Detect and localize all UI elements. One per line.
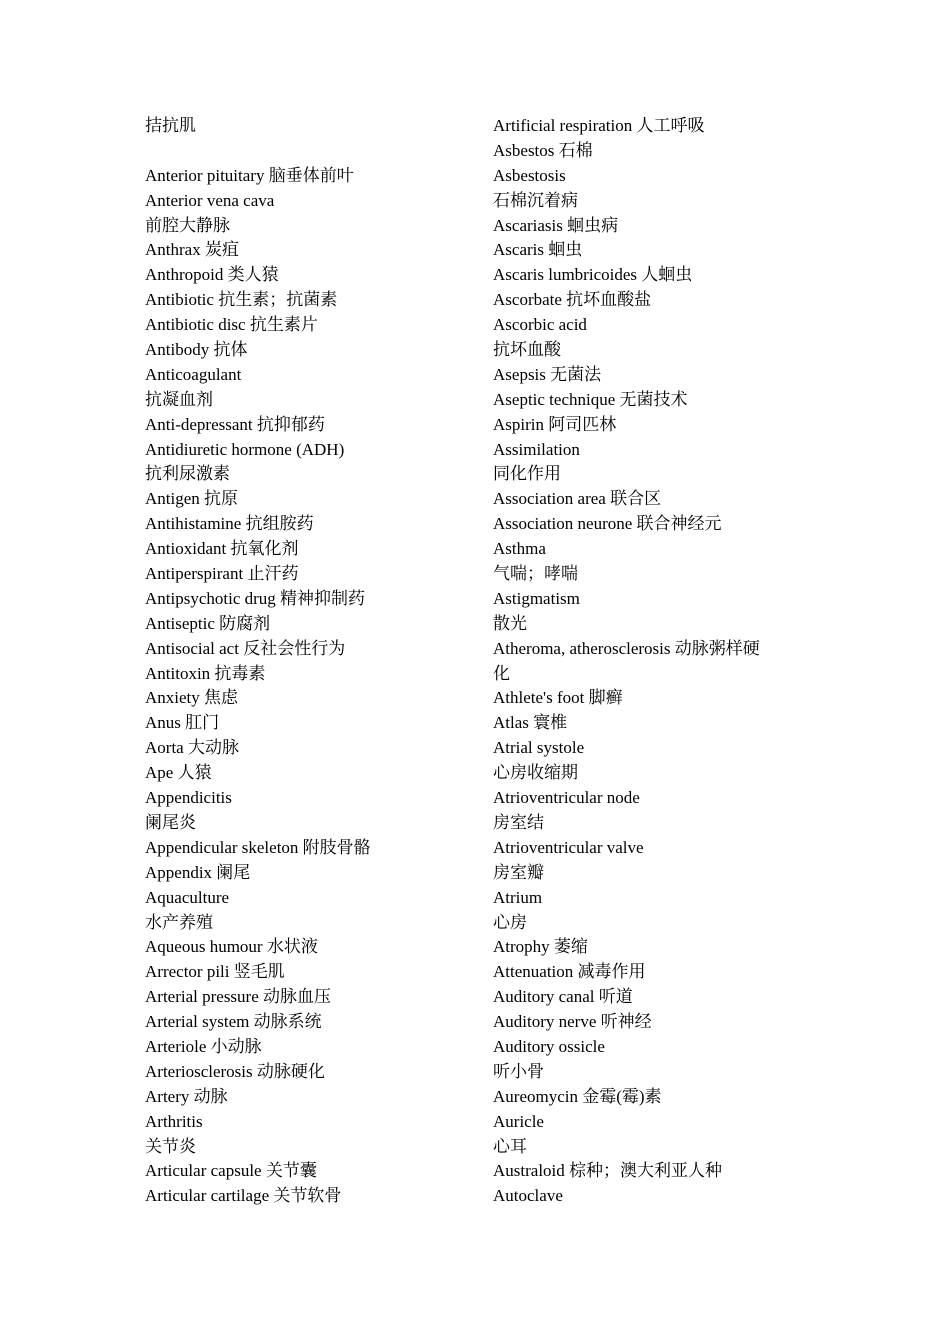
glossary-line: 前腔大静脉 bbox=[145, 215, 230, 235]
glossary-line: 拮抗肌 bbox=[145, 116, 196, 135]
glossary-line: Australoid 棕种；澳大利亚人种 bbox=[493, 1161, 723, 1181]
glossary-line: Aorta 大动脉 bbox=[145, 738, 239, 758]
glossary-line: 房室瓣 bbox=[493, 862, 544, 882]
glossary-line: Antiperspirant 止汗药 bbox=[145, 564, 299, 584]
glossary-line: Auditory nerve 听神经 bbox=[493, 1012, 652, 1032]
glossary-line: Asbestos 石棉 bbox=[493, 140, 593, 160]
glossary-line: Autoclave bbox=[493, 1186, 563, 1206]
glossary-line: Anthropoid 类人猿 bbox=[145, 265, 279, 285]
glossary-column-right bbox=[493, 114, 813, 1209]
glossary-line: Assimilation bbox=[493, 439, 580, 459]
glossary-line: Antipsychotic drug 精神抑制药 bbox=[145, 588, 366, 608]
glossary-line: Anterior vena cava bbox=[145, 190, 275, 210]
glossary-line: Ascariasis 蛔虫病 bbox=[493, 215, 619, 235]
glossary-line: Aspirin 阿司匹林 bbox=[493, 414, 617, 434]
glossary-line: Ascorbate 抗坏血酸盐 bbox=[493, 290, 652, 310]
glossary-line: 散光 bbox=[493, 613, 527, 633]
glossary-line: Arterial system 动脉系统 bbox=[145, 1012, 322, 1032]
glossary-line: Atheroma, atherosclerosis 动脉粥样硬 bbox=[493, 638, 760, 658]
glossary-line: Antitoxin 抗毒素 bbox=[145, 663, 266, 683]
glossary-line: 抗坏血酸 bbox=[493, 340, 561, 360]
glossary-line: Antigen 抗原 bbox=[145, 489, 239, 509]
glossary-line: Asbestosis bbox=[493, 165, 566, 185]
glossary-line: Atrioventricular valve bbox=[493, 837, 644, 857]
glossary-line: Appendicular skeleton 附肢骨骼 bbox=[145, 837, 371, 857]
glossary-line: Atlas 寰椎 bbox=[493, 713, 568, 733]
glossary-line: 关节炎 bbox=[145, 1136, 196, 1156]
glossary-line: 水产养殖 bbox=[145, 912, 213, 932]
glossary-line: Antihistamine 抗组胺药 bbox=[145, 514, 314, 534]
glossary-line: Aqueous humour 水状液 bbox=[145, 937, 318, 957]
glossary-line: 心耳 bbox=[493, 1136, 527, 1156]
glossary-line: Ascorbic acid bbox=[493, 315, 587, 335]
glossary-line: Association area 联合区 bbox=[493, 489, 662, 509]
glossary-line: Arteriole 小动脉 bbox=[145, 1036, 262, 1056]
glossary-line: 房室结 bbox=[493, 812, 544, 832]
glossary-line: Anti-depressant 抗抑郁药 bbox=[145, 414, 325, 434]
glossary-line: Aureomycin 金霉(霉)素 bbox=[493, 1086, 662, 1106]
glossary-line: Appendix 阑尾 bbox=[145, 862, 251, 882]
glossary-line: Attenuation 减毒作用 bbox=[493, 962, 646, 982]
glossary-line: Ape 人猿 bbox=[145, 763, 212, 783]
glossary-line: Appendicitis bbox=[145, 788, 232, 808]
glossary-line: Astigmatism bbox=[493, 588, 580, 608]
glossary-line: 心房 bbox=[493, 912, 527, 932]
glossary-line: Auditory ossicle bbox=[493, 1036, 605, 1056]
glossary-line: 抗利尿激素 bbox=[145, 464, 230, 484]
glossary-line: Arthritis bbox=[145, 1111, 203, 1131]
glossary-line bbox=[145, 139, 465, 164]
glossary-line: Artery 动脉 bbox=[145, 1086, 228, 1106]
glossary-line: 阑尾炎 bbox=[145, 812, 196, 832]
glossary-line: 同化作用 bbox=[493, 464, 561, 484]
glossary-line: 石棉沉着病 bbox=[493, 190, 578, 210]
glossary-line: Antibiotic 抗生素；抗菌素 bbox=[145, 290, 338, 310]
glossary-line: Arteriosclerosis 动脉硬化 bbox=[145, 1061, 325, 1081]
glossary-line: Aseptic technique 无菌技术 bbox=[493, 389, 688, 409]
glossary-line: Antibiotic disc 抗生素片 bbox=[145, 315, 318, 335]
glossary-line: 化 bbox=[493, 663, 510, 683]
glossary-line: 听小骨 bbox=[493, 1061, 544, 1081]
glossary-line: Anxiety 焦虑 bbox=[145, 688, 239, 708]
glossary-line: Arrector pili 竖毛肌 bbox=[145, 962, 285, 982]
glossary-line: Antisocial act 反社会性行为 bbox=[145, 638, 346, 658]
glossary-line: 心房收缩期 bbox=[493, 763, 578, 783]
glossary-line: Articular cartilage 关节软骨 bbox=[145, 1186, 342, 1206]
glossary-line: Auricle bbox=[493, 1111, 544, 1131]
glossary-line: Atrophy 萎缩 bbox=[493, 937, 588, 957]
glossary-line: Atrioventricular node bbox=[493, 788, 640, 808]
glossary-line: Ascaris lumbricoides 人蛔虫 bbox=[493, 265, 693, 285]
glossary-line: Aquaculture bbox=[145, 887, 230, 907]
glossary-line: Antiseptic 防腐剂 bbox=[145, 613, 271, 633]
glossary-line: Auditory canal 听道 bbox=[493, 987, 633, 1007]
glossary-column-left bbox=[145, 114, 465, 1209]
glossary-line: Artificial respiration 人工呼吸 bbox=[493, 116, 705, 135]
glossary-line: Antibody 抗体 bbox=[145, 340, 248, 360]
glossary-line: 抗凝血剂 bbox=[145, 389, 213, 409]
glossary-line: Ascaris 蛔虫 bbox=[493, 240, 583, 260]
glossary-line: Anus 肛门 bbox=[145, 713, 220, 733]
glossary-line: 气喘；哮喘 bbox=[493, 564, 578, 584]
glossary-line: Antioxidant 抗氧化剂 bbox=[145, 539, 299, 559]
glossary-line: Anticoagulant bbox=[145, 364, 242, 384]
glossary-line: Atrial systole bbox=[493, 738, 585, 758]
glossary-line: Anthrax 炭疽 bbox=[145, 240, 239, 260]
glossary-line: Arterial pressure 动脉血压 bbox=[145, 987, 332, 1007]
glossary-line: Asepsis 无菌法 bbox=[493, 364, 602, 384]
glossary-line: Anterior pituitary 脑垂体前叶 bbox=[145, 165, 354, 185]
glossary-line: Articular capsule 关节囊 bbox=[145, 1161, 317, 1181]
glossary-line: Association neurone 联合神经元 bbox=[493, 514, 722, 534]
glossary-line: Athlete's foot 脚癣 bbox=[493, 688, 623, 708]
glossary-line: Atrium bbox=[493, 887, 543, 907]
glossary-line: Asthma bbox=[493, 539, 546, 559]
glossary-line: Antidiuretic hormone (ADH) bbox=[145, 439, 345, 459]
